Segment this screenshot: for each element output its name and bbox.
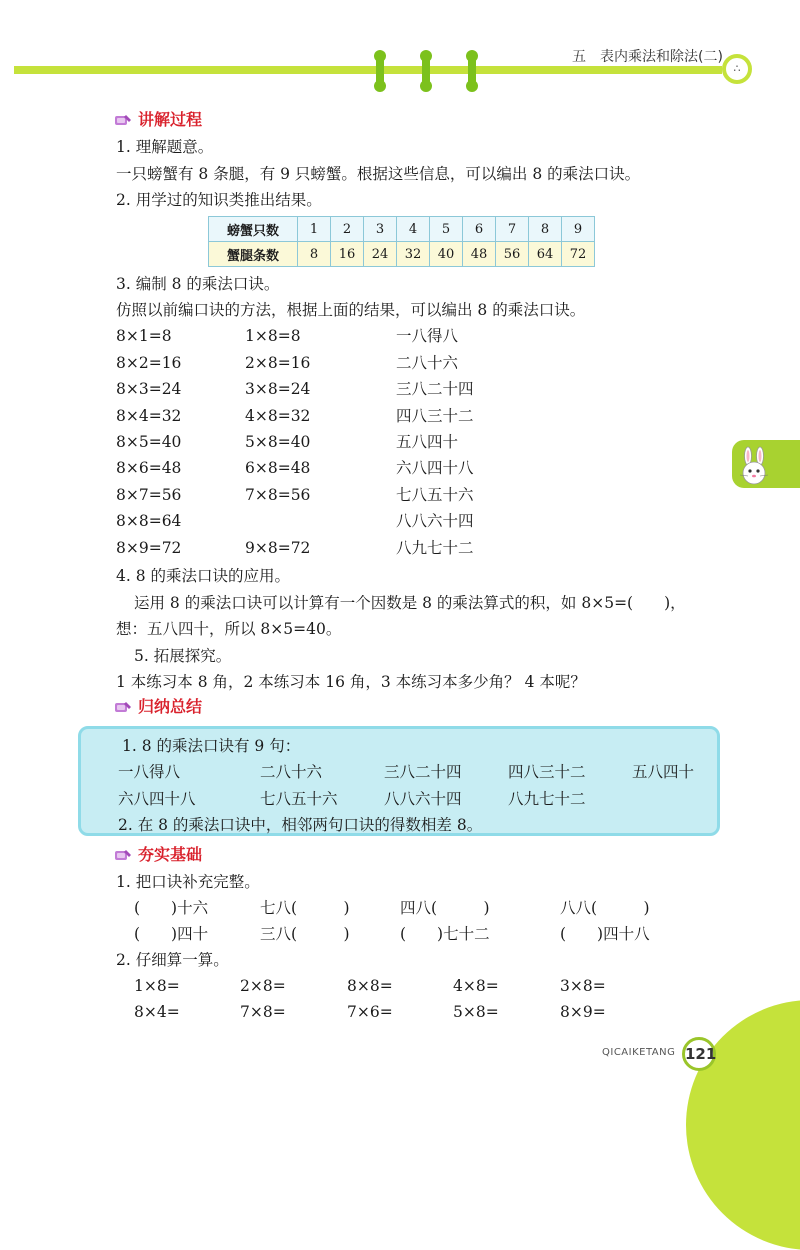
rhyme: 四八三十二 xyxy=(508,763,586,781)
fill-blank-item: ( )四十八 xyxy=(560,925,650,943)
calc-item: 8×4= xyxy=(134,1003,180,1021)
table-cell: 40 xyxy=(430,242,463,267)
section-heading-summary xyxy=(114,695,202,719)
step-title: 2. 用学过的知识类推出结果。 xyxy=(116,191,322,209)
equation: 8×6=48 xyxy=(116,459,182,477)
rhyme: 二八十六 xyxy=(260,763,323,781)
calc-item: 1×8= xyxy=(134,977,180,995)
question-title: 1. 把口诀补充完整。 xyxy=(116,873,260,891)
table-cell: 16 xyxy=(331,242,364,267)
chapter-title: 五 表内乘法和除法(二) xyxy=(572,49,723,65)
section-heading-explain xyxy=(114,108,202,132)
table-cell: 8 xyxy=(529,217,562,242)
question-title: 2. 仔细算一算。 xyxy=(116,951,229,969)
table-cell: 5 xyxy=(430,217,463,242)
calc-item: 2×8= xyxy=(240,977,286,995)
fill-blank-item: 四八( ) xyxy=(400,899,490,917)
equation: 8×5=40 xyxy=(116,433,182,451)
table-cell: 72 xyxy=(562,242,595,267)
fill-blank-item: ( )四十 xyxy=(134,925,209,943)
table-cell: 32 xyxy=(397,242,430,267)
rhyme: 二八十六 xyxy=(396,354,459,372)
step-title: 1. 理解题意。 xyxy=(116,138,214,156)
rhyme: 八九七十二 xyxy=(396,539,474,557)
table-cell: 1 xyxy=(298,217,331,242)
pencil-box-icon xyxy=(114,113,132,127)
fill-blank-item: 八八( ) xyxy=(560,899,650,917)
table-cell: 9 xyxy=(562,217,595,242)
rhyme: 六八四十八 xyxy=(118,790,196,808)
step-title: 4. 8 的乘法口诀的应用。 xyxy=(116,567,291,585)
pencil-box-icon xyxy=(114,848,132,862)
paragraph: 想：五八四十，所以 8×5=40。 xyxy=(116,620,342,638)
equation: 6×8=48 xyxy=(245,459,311,477)
rhyme: 六八四十八 xyxy=(396,459,474,477)
fill-blank-item: 三八( ) xyxy=(260,925,350,943)
table-cell: 2 xyxy=(331,217,364,242)
equation: 8×2=16 xyxy=(116,354,182,372)
table-row-header: 蟹腿条数 xyxy=(209,242,298,267)
header-ornament-icon: ∴ xyxy=(722,54,752,84)
binder-peg xyxy=(376,52,384,90)
rhyme: 八八六十四 xyxy=(384,790,462,808)
table-row xyxy=(209,242,595,267)
paragraph: 一只螃蟹有 8 条腿，有 9 只螃蟹。根据这些信息，可以编出 8 的乘法口诀。 xyxy=(116,165,641,183)
equation: 8×8=64 xyxy=(116,512,182,530)
fill-blank-item: 七八( ) xyxy=(260,899,350,917)
equation: 8×9=72 xyxy=(116,539,182,557)
equation: 5×8=40 xyxy=(245,433,311,451)
rhyme: 八九七十二 xyxy=(508,790,586,808)
binder-peg xyxy=(422,52,430,90)
calc-item: 8×8= xyxy=(347,977,393,995)
paragraph: 1 本练习本 8 角，2 本练习本 16 角，3 本练习本多少角？ 4 本呢？ xyxy=(116,673,586,691)
equation: 8×4=32 xyxy=(116,407,182,425)
paragraph: 仿照以前编口诀的方法，根据上面的结果，可以编出 8 的乘法口诀。 xyxy=(116,301,586,319)
section-heading-practice xyxy=(114,843,202,867)
page-number: 121 xyxy=(682,1037,716,1071)
calc-item: 8×9= xyxy=(560,1003,606,1021)
rhyme: 五八四十 xyxy=(632,763,695,781)
table-cell: 4 xyxy=(397,217,430,242)
rhyme: 五八四十 xyxy=(396,433,459,451)
footer-brand: QICAIKETANG xyxy=(602,1047,676,1058)
equation: 3×8=24 xyxy=(245,380,311,398)
equation: 4×8=32 xyxy=(245,407,311,425)
table-cell: 8 xyxy=(298,242,331,267)
calc-item: 4×8= xyxy=(453,977,499,995)
bunny-icon xyxy=(736,446,772,486)
step-title: 3. 编制 8 的乘法口诀。 xyxy=(116,275,280,293)
fill-blank-item: ( )十六 xyxy=(134,899,209,917)
section-title: 讲解过程 xyxy=(138,110,203,129)
rhyme: 一八得八 xyxy=(396,327,459,345)
rhyme: 八八六十四 xyxy=(396,512,474,530)
table-row-header: 螃蟹只数 xyxy=(209,217,298,242)
step-title: 5. 拓展探究。 xyxy=(134,647,232,665)
summary-line: 1. 8 的乘法口诀有 9 句： xyxy=(122,737,301,755)
summary-line: 2. 在 8 的乘法口诀中，相邻两句口诀的得数相差 8。 xyxy=(118,816,483,834)
table-cell: 48 xyxy=(463,242,496,267)
crab-legs-table xyxy=(208,216,595,267)
calc-item: 7×6= xyxy=(347,1003,393,1021)
binder-peg xyxy=(468,52,476,90)
paragraph: 运用 8 的乘法口诀可以计算有一个因数是 8 的乘法算式的积，如 8×5=( )， xyxy=(134,594,686,612)
equation: 8×7=56 xyxy=(116,486,182,504)
rhyme: 七八五十六 xyxy=(260,790,338,808)
table-row xyxy=(209,217,595,242)
equation: 1×8=8 xyxy=(245,327,301,345)
calc-item: 7×8= xyxy=(240,1003,286,1021)
table-cell: 24 xyxy=(364,242,397,267)
rhyme: 三八二十四 xyxy=(396,380,474,398)
table-cell: 56 xyxy=(496,242,529,267)
equation: 7×8=56 xyxy=(245,486,311,504)
table-cell: 3 xyxy=(364,217,397,242)
calc-item: 5×8= xyxy=(453,1003,499,1021)
section-title: 夯实基础 xyxy=(138,845,203,864)
calc-item: 3×8= xyxy=(560,977,606,995)
rhyme: 七八五十六 xyxy=(396,486,474,504)
equation: 9×8=72 xyxy=(245,539,311,557)
pencil-box-icon xyxy=(114,700,132,714)
equation: 2×8=16 xyxy=(245,354,311,372)
table-cell: 7 xyxy=(496,217,529,242)
equation: 8×1=8 xyxy=(116,327,172,345)
table-cell: 6 xyxy=(463,217,496,242)
fill-blank-item: ( )七十二 xyxy=(400,925,490,943)
table-cell: 64 xyxy=(529,242,562,267)
rhyme: 四八三十二 xyxy=(396,407,474,425)
rhyme: 一八得八 xyxy=(118,763,181,781)
header-rule xyxy=(14,66,722,74)
rhyme: 三八二十四 xyxy=(384,763,462,781)
section-title: 归纳总结 xyxy=(138,697,203,716)
equation: 8×3=24 xyxy=(116,380,182,398)
